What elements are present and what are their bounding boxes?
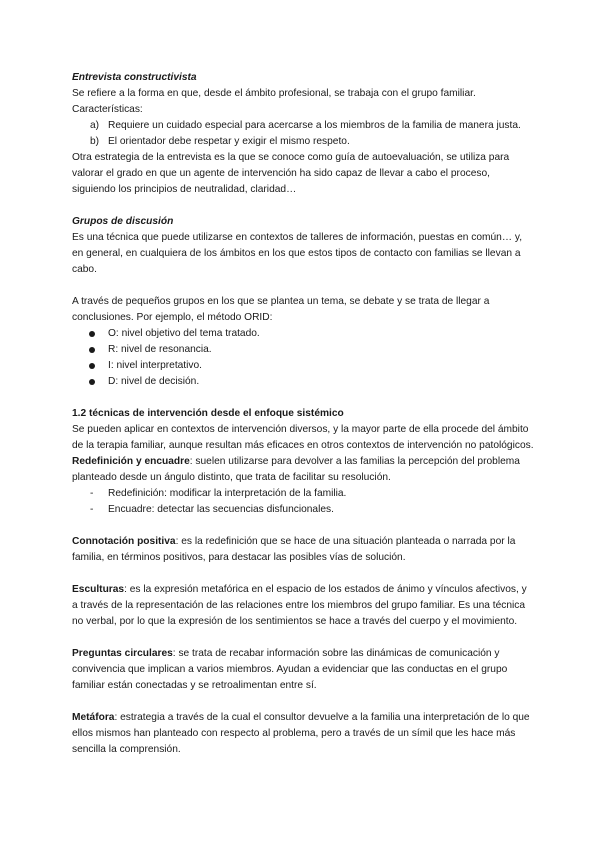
redefinicion-list xyxy=(72,486,534,518)
list-item-text: Redefinición: modificar la interpretación de la familia. xyxy=(108,488,347,499)
term-label: Preguntas circulares xyxy=(72,648,173,659)
term-paragraph xyxy=(72,646,534,694)
list-marker: - xyxy=(90,504,94,515)
list-item xyxy=(72,326,534,342)
document-page xyxy=(72,70,534,758)
paragraph: Se refiere a la forma en que, desde el ámbito profesional, se trabaja con el grupo familiar. xyxy=(72,88,476,99)
list-item xyxy=(72,342,534,358)
paragraph: A través de pequeños grupos en los que se plantea un tema, se debate y se trata de llegar a conclusiones. Por ejemplo, el método ORID: xyxy=(72,296,490,323)
list-marker: - xyxy=(90,488,94,499)
paragraph: Es una técnica que puede utilizarse en contextos de talleres de información, puestas en común… y, en general, en cualquiera de los ámbitos en los que estos tipos de contacto con familias se llevan a cabo. xyxy=(72,232,523,275)
section-title-grupos: Grupos de discusión xyxy=(72,216,174,227)
list-item-text: Requiere un cuidado especial para acercarse a los miembros de la familia de manera justa. xyxy=(108,120,521,131)
list-item-text: O: nivel objetivo del tema tratado. xyxy=(108,328,260,339)
paragraph: Se pueden aplicar en contextos de intervención diversos, y la mayor parte de ella procede del ámbito de la terapia familiar, aunque resultan más eficaces en otros contextos de intervención no patológicos. xyxy=(72,424,534,451)
bullet-icon xyxy=(89,363,95,369)
list-item xyxy=(72,486,534,502)
list-item xyxy=(72,134,534,150)
term-label: Connotación positiva xyxy=(72,536,176,547)
paragraph xyxy=(72,454,534,486)
paragraph: Otra estrategia de la entrevista es la que se conoce como guía de autoevaluación, se utiliza para valorar el grado en que un agente de intervención ha sido capaz de llevar a cabo el proceso, siguiendo los principios de neutralidad, claridad… xyxy=(72,152,510,195)
section-title-sistemico: 1.2 técnicas de intervención desde el enfoque sistémico xyxy=(72,408,344,419)
bullet-icon xyxy=(89,347,95,353)
list-item-text: El orientador debe respetar y exigir el mismo respeto. xyxy=(108,136,350,147)
term-definition: : es la redefinición que se hace de una situación planteada o narrada por la familia, en términos positivos, para destacar las posibles vías de solución. xyxy=(72,536,516,563)
term-definition: : es la expresión metafórica en el espacio de los estados de ánimo y vínculos afectivos, y a través de la representación de las relaciones entre los miembros del grupo familiar. Es una técnica no verbal, por lo que la expresión de los sentimientos se hace a través del cuerpo y el movimiento. xyxy=(72,584,527,627)
list-marker: a) xyxy=(90,120,100,131)
list-marker: b) xyxy=(90,136,100,147)
term-definition: : estrategia a través de la cual el consultor devuelve a la familia una interpretación de lo que ellos mismos han planteado con respecto al problema, pero a través de un símil que les hace más sencilla la comprensión. xyxy=(72,712,530,755)
list-item xyxy=(72,502,534,518)
list-item-text: R: nivel de resonancia. xyxy=(108,344,212,355)
list-item xyxy=(72,118,534,134)
section-title-entrevista: Entrevista constructivista xyxy=(72,72,197,83)
paragraph: Características: xyxy=(72,104,143,115)
orid-list xyxy=(72,326,534,390)
list-item-text: Encuadre: detectar las secuencias disfuncionales. xyxy=(108,504,334,515)
bullet-icon xyxy=(89,331,95,337)
term-label: Esculturas xyxy=(72,584,125,595)
term-paragraph xyxy=(72,710,534,758)
list-item xyxy=(72,358,534,374)
characteristics-list xyxy=(72,118,534,150)
term-definition: : se trata de recabar información sobre las dinámicas de comunicación y convivencia que implican a varios miembros. Ayudan a evidenciar que las conductas en el grupo familiar están conectadas y se retroalimentan entre sí. xyxy=(72,648,508,691)
term-definition: : suelen utilizarse para devolver a las familias la percepción del problema planteado desde un ángulo distinto, que trata de facilitar su resolución. xyxy=(72,456,520,483)
list-item xyxy=(72,374,534,390)
list-item-text: I: nivel interpretativo. xyxy=(108,360,202,371)
list-item-text: D: nivel de decisión. xyxy=(108,376,200,387)
bullet-icon xyxy=(89,379,95,385)
term-label: Redefinición y encuadre xyxy=(72,456,190,467)
term-paragraph xyxy=(72,534,534,566)
term-label: Metáfora xyxy=(72,712,115,723)
term-paragraph xyxy=(72,582,534,630)
